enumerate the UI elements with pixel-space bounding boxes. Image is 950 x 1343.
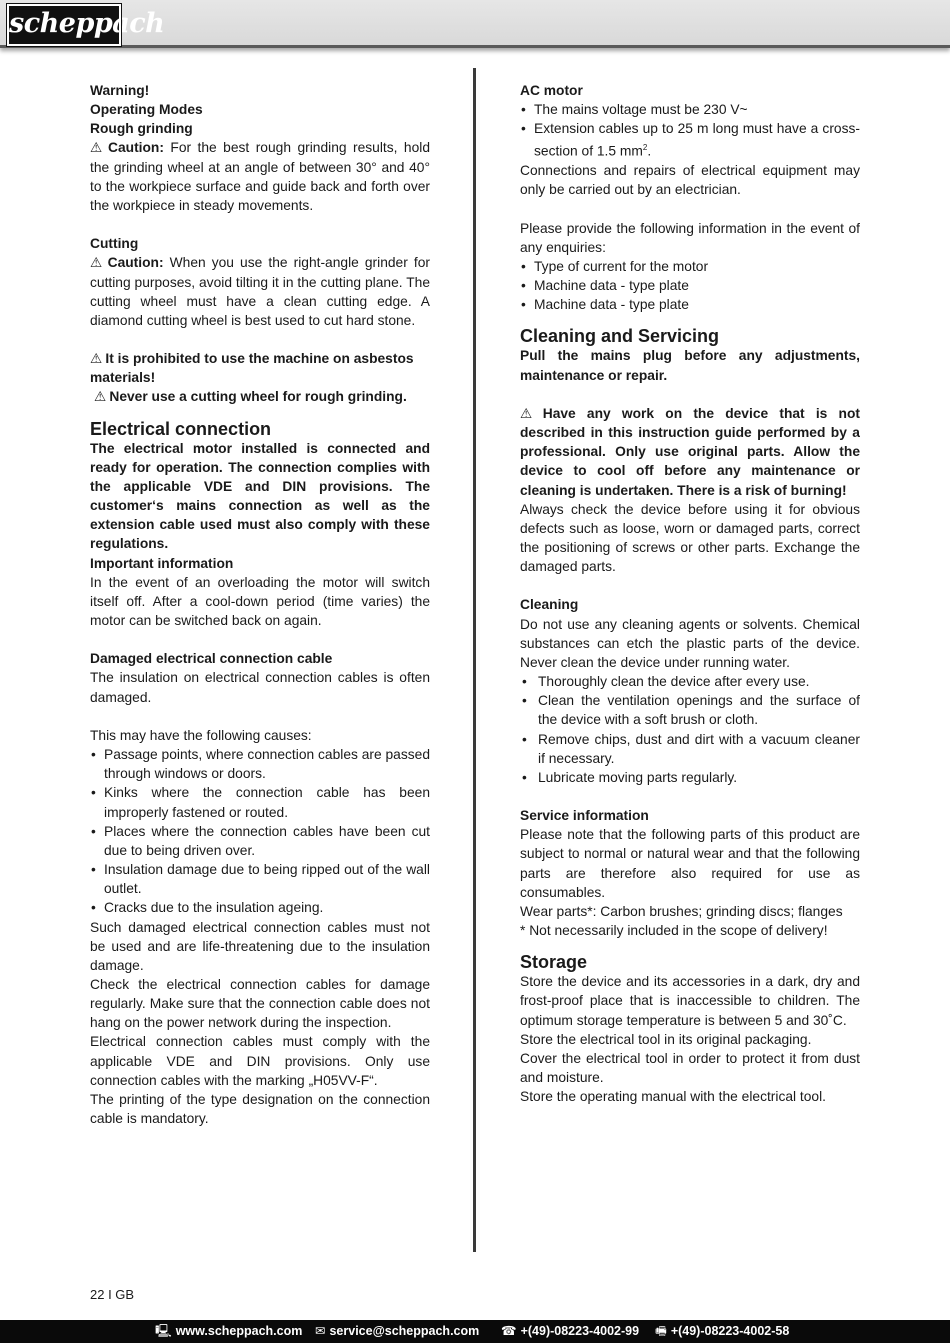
- website-link[interactable]: 🖳 www.scheppach.com: [155, 1324, 303, 1338]
- causes-list: [90, 745, 430, 917]
- header-bar: [0, 0, 950, 48]
- pull-plug-text: Pull the mains plug before any adjustments, maintenance or repair.: [520, 348, 860, 383]
- warning-triangle-icon: ⚠: [520, 405, 540, 421]
- list-item: • Machine data - type plate: [520, 276, 860, 295]
- electrical-connection-text: The electrical motor installed is connected and ready for operation. The connection complies with the applicable VDE and DIN provisions. The customer‘s mains connection as well as the extension cable used must also comply with these regulations.: [90, 440, 430, 552]
- fax-icon: 🖷: [655, 1324, 667, 1338]
- electrical-connection-heading: Electrical connection: [90, 418, 272, 439]
- list-item: • Insulation damage due to being ripped out of the wall outlet.: [90, 860, 430, 898]
- cleaning-servicing-heading: Cleaning and Servicing: [520, 326, 720, 347]
- caution-label: Caution:: [107, 255, 164, 271]
- always-check-text: Always check the device before using it for obvious defects such as loose, worn or damaged parts, correct the positioning of screws or other parts. Exchange the damaged parts.: [520, 501, 860, 575]
- warning-heading: Warning!: [90, 83, 150, 98]
- email-link[interactable]: ✉ service@scheppach.com: [315, 1324, 480, 1338]
- list-item: • Remove chips, dust and dirt with a vacuum cleaner if necessary.: [520, 730, 860, 768]
- scheppach-logo: scheppach: [7, 4, 121, 46]
- warning-triangle-icon: ⚠: [90, 255, 105, 271]
- right-column: [520, 81, 860, 1106]
- operating-modes-heading: Operating Modes: [90, 102, 203, 118]
- list-item: • Kinks where the connection cable has been improperly fastened or routed.: [90, 783, 430, 821]
- never-cutting-warning: ⚠ Never use a cutting wheel for rough grinding.: [94, 389, 407, 405]
- causes-intro: This may have the following causes:: [90, 727, 312, 743]
- cutting-heading: Cutting: [90, 236, 139, 252]
- phone-number[interactable]: ☎ +(49)-08223-4002-99: [501, 1324, 640, 1338]
- list-item: • Machine data - type plate: [520, 295, 860, 314]
- cleaning-list: [520, 672, 860, 787]
- list-item: • Passage points, where connection cables are passed through windows or doors.: [90, 745, 430, 783]
- cleaning-heading: Cleaning: [520, 597, 579, 613]
- enquiries-list: [520, 257, 860, 314]
- storage-cover-text: Cover the electrical tool in order to protect it from dust and moisture.: [520, 1050, 860, 1086]
- service-information-heading: Service information: [520, 808, 649, 824]
- cleaning-text: Do not use any cleaning agents or solvents. Chemical substances can etch the plastic parts of the device. Never clean the device under running water.: [520, 616, 860, 670]
- rough-grinding-body: For the best rough grinding results, hold the grinding wheel at an angle of between 30° and 40° to the workpiece surface and guide back and forth over the workpiece in steady movements.: [90, 140, 431, 213]
- storage-manual-text: Store the operating manual with the electrical tool.: [520, 1089, 827, 1105]
- rough-grinding-text: [90, 138, 430, 215]
- damaged-cables-danger-text: Such damaged electrical connection cables must not be used and are life-threatening due to the insulation damage.: [90, 919, 430, 973]
- list-item: • The mains voltage must be 230 V~: [520, 100, 860, 119]
- column-divider: [473, 68, 476, 1252]
- wear-parts-text: Wear parts*: Carbon brushes; grinding discs; flanges: [520, 903, 843, 919]
- service-information-text: Please note that the following parts of this product are subject to normal or natural wear and that the following parts are therefore also required for use as consumables.: [520, 827, 860, 900]
- vde-compliance-text: Electrical connection cables must comply with the applicable VDE and DIN provisions. Only use connection cables with the marking „H05VV-F“.: [90, 1034, 430, 1088]
- list-item: • Extension cables up to 25 m long must have a cross-section of 1.5 $mm^2$.: [520, 119, 860, 161]
- list-item: • Thoroughly clean the device after every use.: [520, 672, 860, 691]
- warning-triangle-icon: ⚠: [90, 140, 105, 156]
- page-number: 22 I GB: [90, 1287, 135, 1302]
- important-information-text: In the event of an overloading the motor will switch itself off. After a cool-down period (time varies) the motor can be switched back on again.: [90, 574, 430, 629]
- not-included-note: * Not necessarily included in the scope of delivery!: [520, 923, 828, 939]
- warning-triangle-icon: ⚠: [94, 389, 107, 405]
- ac-motor-list: [520, 100, 860, 161]
- cutting-text: [90, 253, 430, 330]
- footer-bar: [0, 1320, 950, 1343]
- professional-work-warning: ⚠ Have any work on the device that is not described in this instruction guide performed by a professional. Only use original parts. Allow the device to cool off before any maintenance or cleaning is undertaken. There is a risk of burning!: [520, 405, 860, 498]
- phone-icon: ☎: [501, 1324, 517, 1338]
- list-item: • Type of current for the motor: [520, 257, 860, 276]
- computer-icon: 🖳: [155, 1324, 172, 1338]
- important-information-heading: Important information: [90, 555, 234, 571]
- check-cables-text: Check the electrical connection cables for damage regularly. Make sure that the connection cable does not hang on the power network during the inspection.: [90, 976, 430, 1031]
- caution-label: Caution:: [108, 140, 164, 156]
- damaged-cable-text: The insulation on electrical connection cables is often damaged.: [90, 670, 430, 705]
- rough-grinding-heading: Rough grinding: [90, 121, 193, 137]
- storage-text: Store the device and its accessories in a dark, dry and frost-proof place that is inaccessible to children. The optimum storage temperature is between 5 and 30˚C.: [520, 974, 860, 1028]
- connections-text: Connections and repairs of electrical equipment may only be carried out by an electrician.: [520, 163, 860, 198]
- storage-packaging-text: Store the electrical tool in its original packaging.: [520, 1031, 812, 1047]
- fax-number: 🖷 +(49)-08223-4002-58: [655, 1324, 790, 1338]
- asbestos-warning: ⚠ It is prohibited to use the machine on asbestos materials!: [90, 351, 414, 386]
- list-item: • Lubricate moving parts regularly.: [520, 768, 860, 787]
- warning-triangle-icon: ⚠: [90, 351, 103, 367]
- type-designation-text: The printing of the type designation on the connection cable is mandatory.: [90, 1091, 430, 1127]
- list-item: • Places where the connection cables have been cut due to being driven over.: [90, 822, 430, 860]
- left-column: [90, 81, 430, 1128]
- enquiries-text: Please provide the following information in the event of any enquiries:: [520, 220, 860, 255]
- damaged-cable-heading: Damaged electrical connection cable: [90, 651, 333, 667]
- envelope-icon: ✉: [315, 1324, 326, 1338]
- list-item: • Cracks due to the insulation ageing.: [90, 898, 430, 917]
- ac-motor-heading: AC motor: [520, 83, 583, 98]
- list-item: • Clean the ventilation openings and the surface of the device with a soft brush or cloth.: [520, 691, 860, 729]
- storage-heading: Storage: [520, 952, 588, 973]
- cutting-body: When you use the right-angle grinder for cutting purposes, avoid tilting it in the cutting plane. The cutting wheel must have a clean cutting edge. A diamond cutting wheel is best used to cut hard stone.: [90, 255, 430, 328]
